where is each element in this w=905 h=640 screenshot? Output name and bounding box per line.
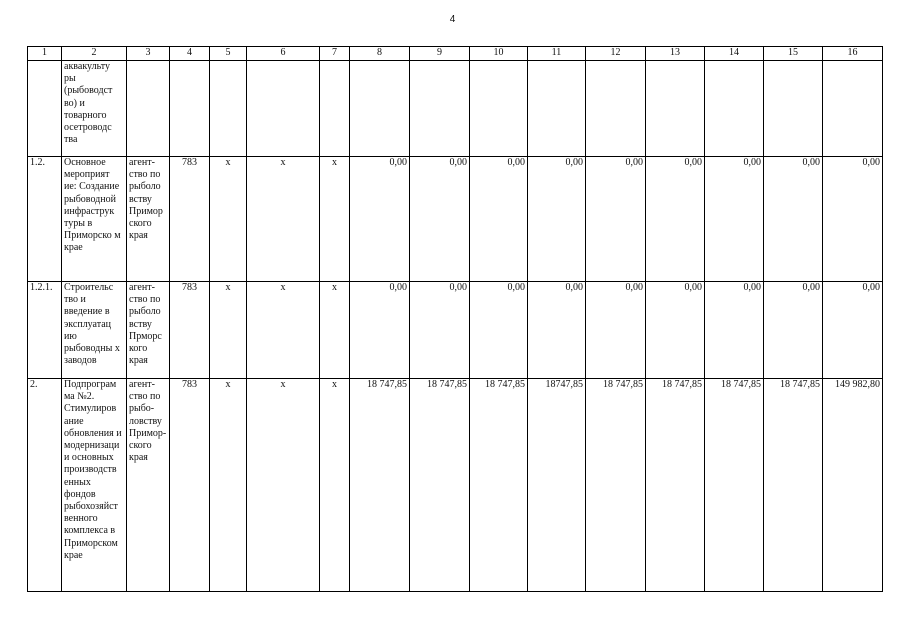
- row-col7: х: [320, 282, 350, 379]
- column-header: 14: [705, 47, 764, 61]
- row-agency: [127, 61, 170, 157]
- column-header: 9: [410, 47, 470, 61]
- row-value: 0,00: [410, 282, 470, 379]
- row-value: 0,00: [586, 157, 646, 282]
- row-col6: [247, 61, 320, 157]
- row-agency: агент- ство по рыболо вству Примор ского края: [127, 157, 170, 282]
- row-value: 0,00: [764, 282, 823, 379]
- row-col5: х: [210, 157, 247, 282]
- row-value: 18 747,85: [470, 379, 528, 592]
- row-value: 18 747,85: [646, 379, 705, 592]
- header-row: [28, 47, 883, 61]
- column-header: 8: [350, 47, 410, 61]
- row-value: [586, 61, 646, 157]
- row-value: 0,00: [528, 282, 586, 379]
- row-value: 0,00: [410, 157, 470, 282]
- column-header: 4: [170, 47, 210, 61]
- row-value: 18 747,85: [350, 379, 410, 592]
- row-value: [350, 61, 410, 157]
- table-row: [28, 379, 883, 592]
- row-value: 0,00: [705, 157, 764, 282]
- column-header: 5: [210, 47, 247, 61]
- row-value: 18 747,85: [410, 379, 470, 592]
- column-header: 16: [823, 47, 883, 61]
- row-col4: 783: [170, 282, 210, 379]
- row-col7: х: [320, 379, 350, 592]
- row-value: [470, 61, 528, 157]
- row-value: 0,00: [586, 282, 646, 379]
- row-name: Подпрограм ма №2. Стимулиров ание обновления и модернизаци и основных производств енных фондов рыбохозяйст венного комплекса в Приморском крае: [62, 379, 127, 592]
- row-name: Строительс тво и введение в эксплуатац ию рыбоводны х заводов: [62, 282, 127, 379]
- row-col7: х: [320, 157, 350, 282]
- row-value: 0,00: [350, 157, 410, 282]
- row-col4: [170, 61, 210, 157]
- row-value: 0,00: [646, 157, 705, 282]
- column-header: 13: [646, 47, 705, 61]
- column-header: 12: [586, 47, 646, 61]
- page-number: 4: [449, 14, 456, 25]
- row-name: аквакульту ры (рыбоводст во) и товарного осетроводс тва: [62, 61, 127, 157]
- column-header: 3: [127, 47, 170, 61]
- row-col6: х: [247, 157, 320, 282]
- row-col4: 783: [170, 157, 210, 282]
- row-name: Основное мероприят ие: Создание рыбоводной инфраструк туры в Приморско м крае: [62, 157, 127, 282]
- column-header: 10: [470, 47, 528, 61]
- row-col6: х: [247, 379, 320, 592]
- row-value: 0,00: [764, 157, 823, 282]
- row-value: 0,00: [646, 282, 705, 379]
- row-agency: агент- ство по рыбо- ловству Примор- ского края: [127, 379, 170, 592]
- row-col5: х: [210, 379, 247, 592]
- row-code: 2.: [28, 379, 62, 592]
- column-header: 7: [320, 47, 350, 61]
- row-col7: [320, 61, 350, 157]
- row-agency: агент- ство по рыболо вству Прморс кого края: [127, 282, 170, 379]
- row-col4: 783: [170, 379, 210, 592]
- row-code: [28, 61, 62, 157]
- row-value: 18747,85: [528, 379, 586, 592]
- row-code: 1.2.: [28, 157, 62, 282]
- row-value: 0,00: [528, 157, 586, 282]
- row-value: 0,00: [705, 282, 764, 379]
- row-value: 0,00: [823, 282, 883, 379]
- row-value: [410, 61, 470, 157]
- column-header: 11: [528, 47, 586, 61]
- budget-table: [27, 46, 883, 592]
- row-value: [705, 61, 764, 157]
- row-col6: х: [247, 282, 320, 379]
- table-row: [28, 157, 883, 282]
- row-col5: [210, 61, 247, 157]
- column-header: 2: [62, 47, 127, 61]
- row-value: [646, 61, 705, 157]
- row-value: 18 747,85: [705, 379, 764, 592]
- column-header: 6: [247, 47, 320, 61]
- column-header: 1: [28, 47, 62, 61]
- row-value: 0,00: [350, 282, 410, 379]
- column-header: 15: [764, 47, 823, 61]
- row-value: 0,00: [470, 282, 528, 379]
- row-col5: х: [210, 282, 247, 379]
- row-value: [764, 61, 823, 157]
- row-code: 1.2.1.: [28, 282, 62, 379]
- row-value: 149 982,80: [823, 379, 883, 592]
- row-value: 18 747,85: [764, 379, 823, 592]
- row-value: [528, 61, 586, 157]
- row-value: [823, 61, 883, 157]
- row-value: 0,00: [470, 157, 528, 282]
- row-value: 18 747,85: [586, 379, 646, 592]
- table-row: [28, 61, 883, 157]
- table-row: [28, 282, 883, 379]
- row-value: 0,00: [823, 157, 883, 282]
